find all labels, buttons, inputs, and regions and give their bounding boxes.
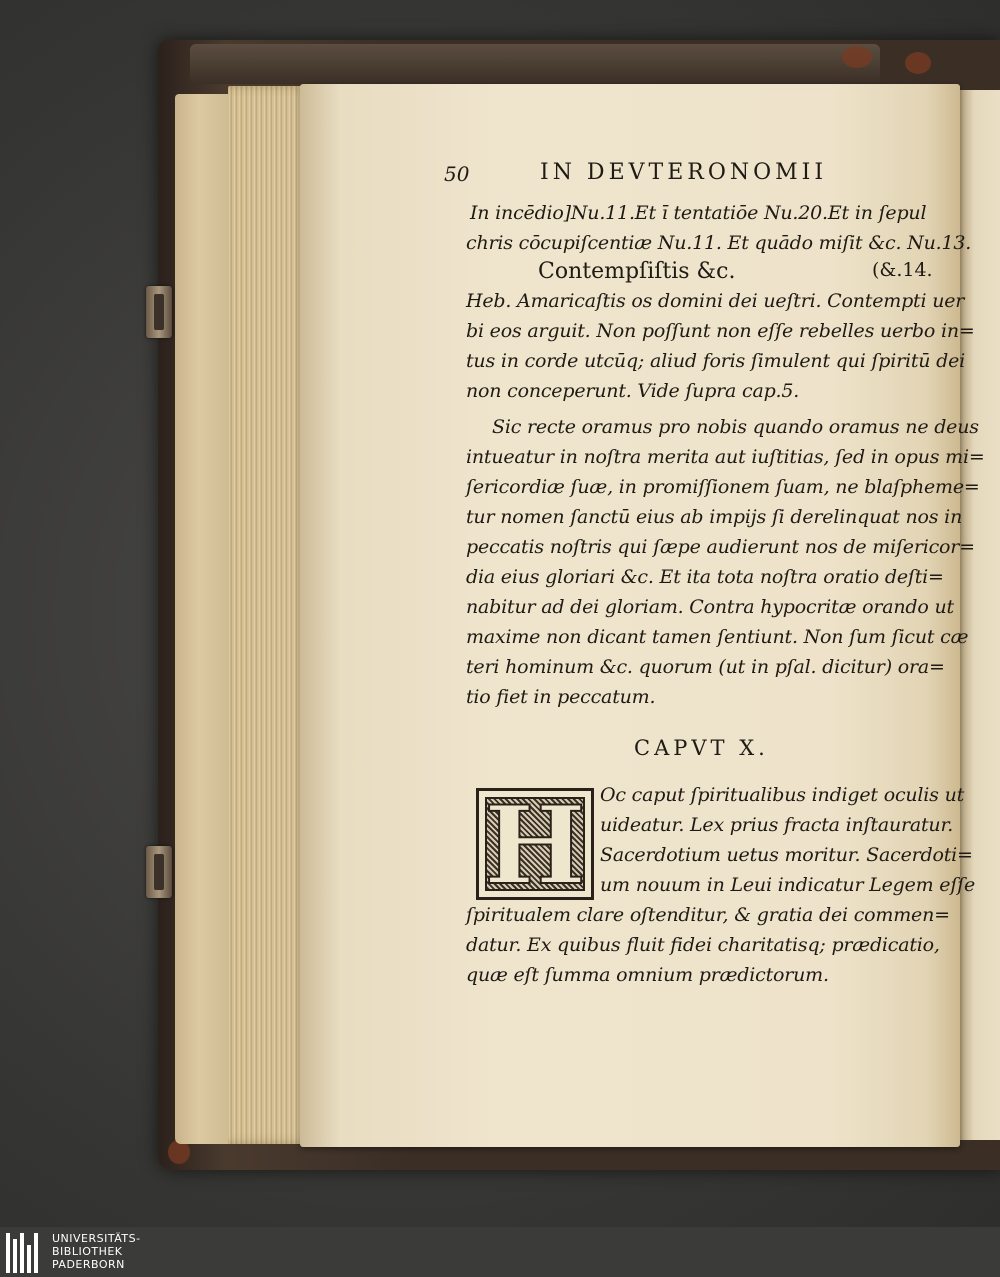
cover-stain	[905, 52, 931, 74]
text-line: maxime non dicant tamen ſentiunt. Non ſum ſicut cæ	[466, 626, 969, 648]
text-line: dia eius gloriari &c. Et ita tota noſtra oratio deſti=	[466, 566, 944, 588]
flyleaf	[175, 94, 235, 1144]
library-logo-text	[52, 1232, 141, 1271]
running-head	[444, 152, 952, 192]
text-line: bi eos arguit. Non poſſunt non eſſe rebelles uerbo in=	[466, 320, 975, 342]
footer-bar	[0, 1227, 1000, 1277]
text-line: nabitur ad dei gloriam. Contra hypocritæ orando ut	[466, 596, 954, 618]
text-line: uideatur. Lex prius fracta inſtauratur.	[600, 814, 954, 836]
clasp-upper	[146, 286, 172, 338]
text-line: ſpiritualem clare oſtenditur, & gratia dei commen=	[466, 904, 950, 926]
decorated-initial	[476, 783, 594, 909]
logo-line: BIBLIOTHEK	[52, 1245, 123, 1258]
text-line: ſericordiæ ſuæ, in promiſſionem ſuam, ne blaſpheme=	[466, 476, 980, 498]
text-line: datur. Ex quibus fluit fidei charitatisq; prædicatio,	[466, 934, 940, 956]
library-logo-icon	[6, 1233, 44, 1273]
clasp-lower	[146, 846, 172, 898]
running-head-title: IN DEVTERONOMII	[540, 160, 828, 185]
text-line: tio fiet in peccatum.	[466, 686, 656, 708]
text-line: tur nomen ſanctū eius ab impijs ſi derelinquat nos in	[466, 506, 963, 528]
text-line: Heb. Amaricaſtis os domini dei ueſtri. Contempti uer	[466, 290, 965, 312]
text-line: teri hominum &c. quorum (ut in pſal. dicitur) ora=	[466, 656, 945, 678]
logo-line: UNIVERSITÄTS-	[52, 1232, 141, 1245]
text-line: In incēdio]Nu.11.Et ī tentatiōe Nu.20.Et in ſepul	[470, 202, 927, 224]
lemma-reference: (&.14.	[872, 259, 933, 281]
chapter-heading: CAPVT X.	[634, 736, 769, 760]
text-line: chris cōcupiſcentiæ Nu.11. Et quādo miſit &c. Nu.13.	[466, 232, 972, 254]
text-line: Oc caput ſpiritualibus indiget oculis ut	[600, 784, 965, 806]
book-cover-top	[190, 44, 880, 84]
initial-letter: H	[483, 783, 587, 909]
text-line: quæ eſt ſumma omnium prædictorum.	[466, 964, 829, 986]
text-line: um nouum in Leui indicatur Legem eſſe	[600, 874, 976, 896]
text-line: non conceperunt. Vide ſupra cap.5.	[466, 380, 800, 402]
text-line: Sacerdotium uetus moritur. Sacerdoti=	[600, 844, 973, 866]
text-line: tus in corde utcūq; aliud foris ſimulent qui ſpiritū dei	[466, 350, 966, 372]
text-line: peccatis noſtris qui ſæpe audierunt nos de miſericor=	[466, 536, 975, 558]
lemma-heading: Contempſiſtis &c.	[538, 259, 736, 284]
page-number: 50	[444, 162, 470, 186]
text-line: Sic recte oramus pro nobis quando oramus ne deus	[492, 416, 979, 438]
text-line: intueatur in noſtra merita aut iuſtitias, ſed in opus mi=	[466, 446, 985, 468]
logo-line: PADERBORN	[52, 1258, 125, 1271]
cover-stain	[842, 46, 872, 68]
